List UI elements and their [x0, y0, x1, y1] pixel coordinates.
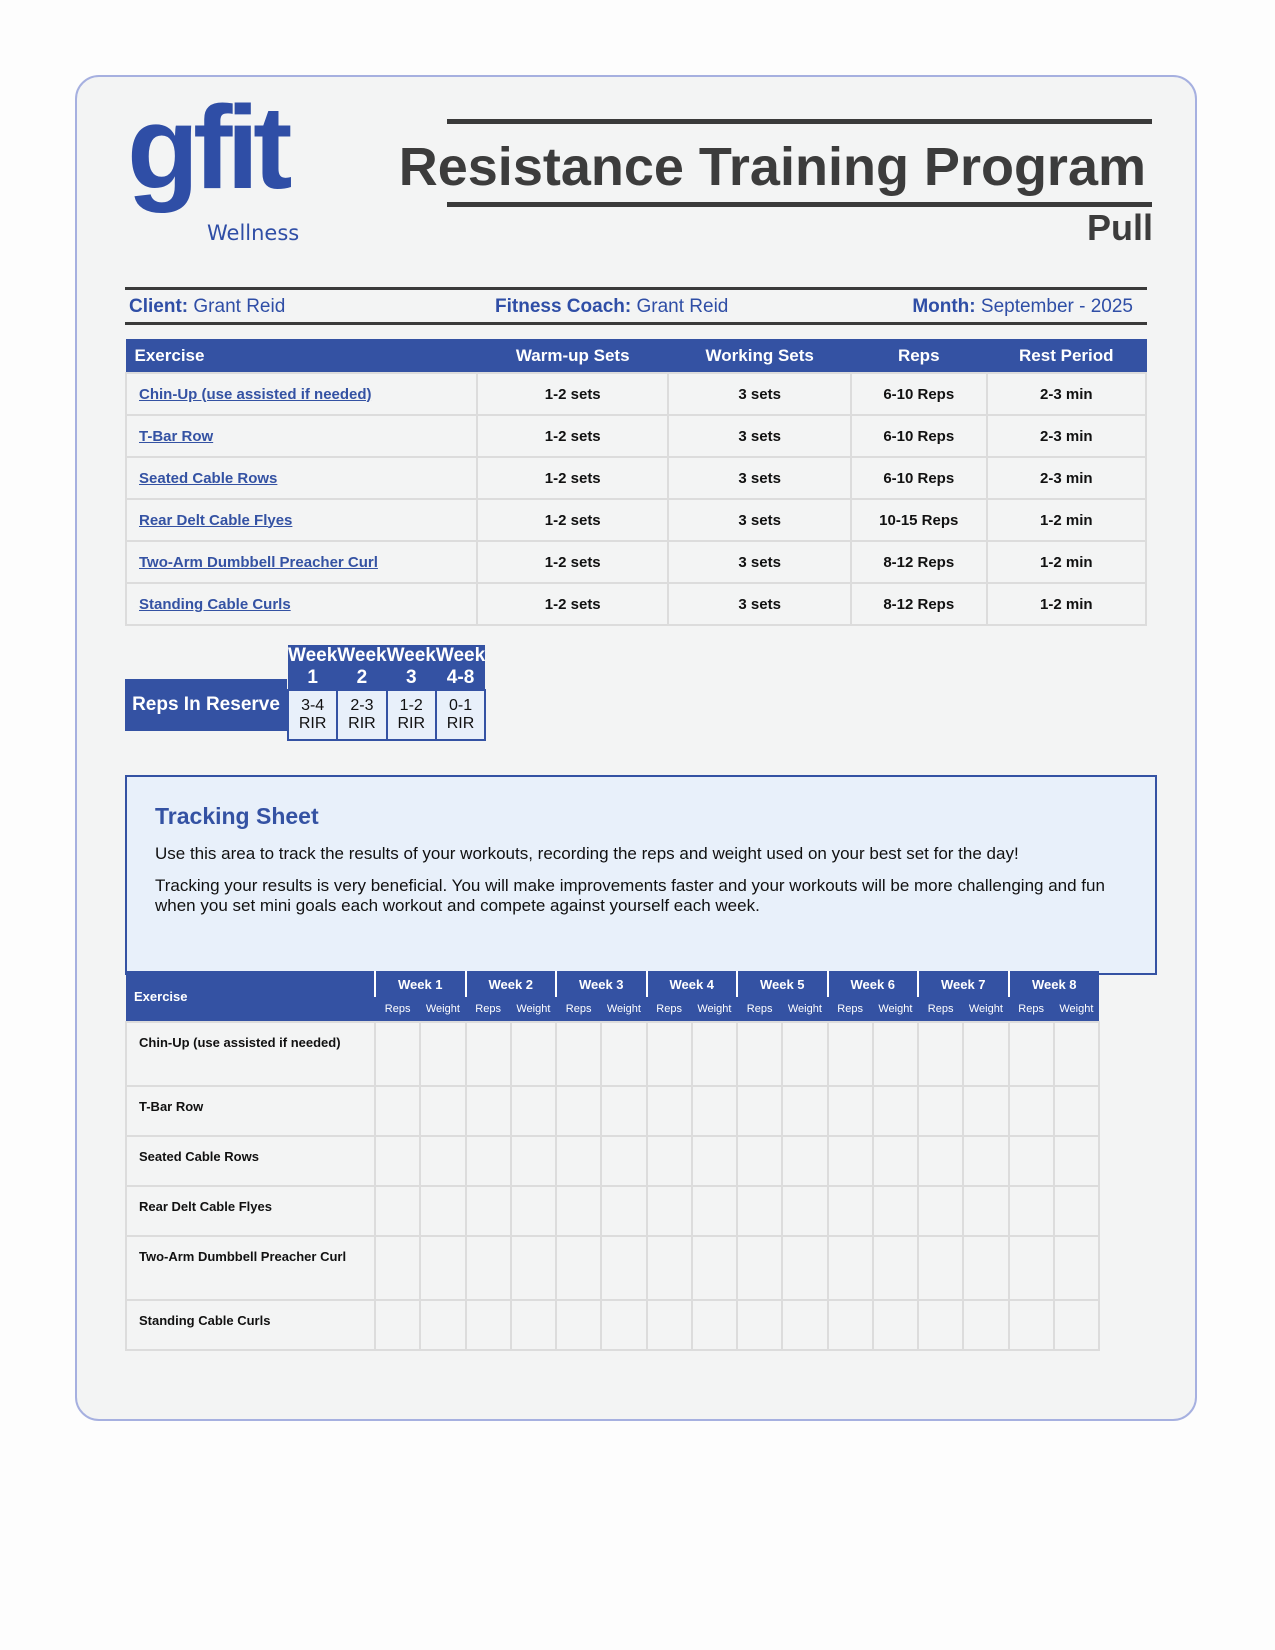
reps-entry-cell[interactable] [828, 1236, 873, 1300]
tracker-reps-header: Reps [375, 997, 420, 1022]
reps-entry-cell[interactable] [375, 1186, 420, 1236]
tracking-sheet-panel [125, 775, 1157, 975]
client-info-bar [125, 287, 1147, 325]
exercise-cell [126, 583, 477, 625]
tracking-grid [125, 971, 1099, 1351]
tracker-week-header: Week 6 [828, 971, 919, 997]
weight-entry-cell[interactable] [782, 1300, 827, 1350]
tracker-row [126, 1022, 1099, 1086]
tracker-reps-header: Reps [918, 997, 963, 1022]
tracker-reps-header: Reps [556, 997, 601, 1022]
reps-entry-cell[interactable] [918, 1086, 963, 1136]
reps-entry-cell[interactable] [556, 1186, 601, 1236]
col-reps: Reps [851, 340, 987, 374]
weight-entry-cell[interactable] [1054, 1236, 1099, 1300]
reps-entry-cell[interactable] [1009, 1236, 1054, 1300]
reps-entry-cell[interactable] [828, 1300, 873, 1350]
tracker-reps-header: Reps [1009, 997, 1054, 1022]
weight-entry-cell[interactable] [692, 1300, 737, 1350]
weight-entry-cell[interactable] [1054, 1186, 1099, 1236]
working-cell: 3 sets [668, 457, 851, 499]
tracker-reps-header: Reps [466, 997, 511, 1022]
weight-entry-cell[interactable] [420, 1186, 465, 1236]
tracker-row [126, 1086, 1099, 1136]
weight-entry-cell[interactable] [873, 1086, 918, 1136]
program-header-row [126, 340, 1146, 374]
weight-entry-cell[interactable] [601, 1236, 646, 1300]
exercise-cell [126, 499, 477, 541]
tracker-weight-header: Weight [963, 997, 1008, 1022]
weight-entry-cell[interactable] [420, 1300, 465, 1350]
reps-cell: 6-10 Reps [851, 373, 987, 415]
reps-entry-cell[interactable] [375, 1300, 420, 1350]
reps-entry-cell[interactable] [647, 1086, 692, 1136]
tracker-reps-header: Reps [737, 997, 782, 1022]
rest-cell: 1-2 min [987, 583, 1146, 625]
warmup-cell: 1-2 sets [477, 373, 668, 415]
exercise-link[interactable]: Rear Delt Cable Flyes [139, 511, 293, 529]
reps-entry-cell[interactable] [375, 1022, 420, 1086]
program-table [125, 339, 1147, 626]
client-value: Grant Reid [193, 296, 286, 317]
reps-entry-cell[interactable] [556, 1136, 601, 1186]
weight-entry-cell[interactable] [511, 1136, 556, 1186]
weight-entry-cell[interactable] [782, 1136, 827, 1186]
tracking-title: Tracking Sheet [155, 803, 319, 829]
weight-entry-cell[interactable] [963, 1186, 1008, 1236]
weight-entry-cell[interactable] [873, 1236, 918, 1300]
exercise-link[interactable]: Standing Cable Curls [139, 595, 291, 613]
weight-entry-cell[interactable] [963, 1300, 1008, 1350]
exercise-cell [126, 541, 477, 583]
reps-entry-cell[interactable] [466, 1022, 511, 1086]
reps-entry-cell[interactable] [1009, 1136, 1054, 1186]
tracking-instructions: Use this area to track the results of your workouts, recording the reps and weight used on your best set for the day! [155, 844, 1019, 863]
working-cell: 3 sets [668, 541, 851, 583]
reps-cell: 8-12 Reps [851, 583, 987, 625]
tracker-week-header: Week 3 [556, 971, 647, 997]
weight-entry-cell[interactable] [420, 1236, 465, 1300]
weight-entry-cell[interactable] [963, 1086, 1008, 1136]
reps-entry-cell[interactable] [647, 1022, 692, 1086]
weight-entry-cell[interactable] [420, 1136, 465, 1186]
warmup-cell: 1-2 sets [477, 457, 668, 499]
reps-entry-cell[interactable] [918, 1186, 963, 1236]
working-cell: 3 sets [668, 415, 851, 457]
rest-cell: 2-3 min [987, 457, 1146, 499]
table-row [126, 541, 1146, 583]
weight-entry-cell[interactable] [692, 1086, 737, 1136]
reps-entry-cell[interactable] [375, 1136, 420, 1186]
page-title: Resistance Training Program [398, 137, 1146, 197]
coach-label: Fitness Coach: [495, 296, 632, 317]
exercise-cell [126, 457, 477, 499]
reps-entry-cell[interactable] [737, 1022, 782, 1086]
reps-entry-cell[interactable] [828, 1086, 873, 1136]
working-cell: 3 sets [668, 373, 851, 415]
warmup-cell: 1-2 sets [477, 499, 668, 541]
reps-entry-cell[interactable] [556, 1300, 601, 1350]
table-row [126, 457, 1146, 499]
reps-entry-cell[interactable] [466, 1136, 511, 1186]
reps-entry-cell[interactable] [918, 1236, 963, 1300]
tracker-exercise-name: Seated Cable Rows [126, 1136, 375, 1186]
reps-cell: 8-12 Reps [851, 541, 987, 583]
tracker-weight-header: Weight [1054, 997, 1099, 1022]
reps-entry-cell[interactable] [737, 1300, 782, 1350]
rest-cell: 1-2 min [987, 541, 1146, 583]
rest-cell: 2-3 min [987, 415, 1146, 457]
exercise-cell [126, 373, 477, 415]
title-bar [398, 119, 1152, 207]
reps-entry-cell[interactable] [918, 1136, 963, 1186]
weight-entry-cell[interactable] [511, 1236, 556, 1300]
weight-entry-cell[interactable] [601, 1186, 646, 1236]
table-row [126, 583, 1146, 625]
reps-entry-cell[interactable] [466, 1186, 511, 1236]
client-label: Client: [129, 296, 189, 317]
tracker-exercise-name: T-Bar Row [126, 1086, 375, 1136]
client-info [129, 296, 285, 318]
weight-entry-cell[interactable] [782, 1186, 827, 1236]
reps-entry-cell[interactable] [918, 1022, 963, 1086]
reps-entry-cell[interactable] [828, 1022, 873, 1086]
weight-entry-cell[interactable] [782, 1022, 827, 1086]
tracker-row [126, 1136, 1099, 1186]
rest-cell: 1-2 min [987, 499, 1146, 541]
exercise-link[interactable]: Two-Arm Dumbbell Preacher Curl [139, 553, 378, 571]
reps-entry-cell[interactable] [737, 1186, 782, 1236]
weight-entry-cell[interactable] [420, 1086, 465, 1136]
weight-entry-cell[interactable] [601, 1136, 646, 1186]
reps-cell: 6-10 Reps [851, 457, 987, 499]
weight-entry-cell[interactable] [692, 1186, 737, 1236]
tracker-exercise-name: Two-Arm Dumbbell Preacher Curl [126, 1236, 375, 1300]
reps-entry-cell[interactable] [1009, 1022, 1054, 1086]
exercise-cell [126, 415, 477, 457]
weight-entry-cell[interactable] [873, 1186, 918, 1236]
reps-entry-cell[interactable] [1009, 1186, 1054, 1236]
coach-value: Grant Reid [636, 296, 729, 317]
weight-entry-cell[interactable] [963, 1022, 1008, 1086]
weight-entry-cell[interactable] [692, 1236, 737, 1300]
rir-week-header: Week 2 [337, 645, 387, 688]
logo-wordmark: gfit [127, 82, 287, 214]
reps-entry-cell[interactable] [647, 1300, 692, 1350]
weight-entry-cell[interactable] [692, 1022, 737, 1086]
tracker-row [126, 1300, 1099, 1350]
tracker-reps-header: Reps [828, 997, 873, 1022]
tracker-exercise-name: Chin-Up (use assisted if needed) [126, 1022, 375, 1086]
weight-entry-cell[interactable] [782, 1086, 827, 1136]
reps-entry-cell[interactable] [466, 1086, 511, 1136]
warmup-cell: 1-2 sets [477, 541, 668, 583]
rir-row-label: Reps In Reserve [125, 679, 287, 731]
weight-entry-cell[interactable] [782, 1236, 827, 1300]
reps-entry-cell[interactable] [737, 1236, 782, 1300]
reps-cell: 6-10 Reps [851, 415, 987, 457]
reps-entry-cell[interactable] [556, 1086, 601, 1136]
reps-entry-cell[interactable] [375, 1086, 420, 1136]
exercise-link[interactable]: Seated Cable Rows [139, 469, 278, 487]
reps-entry-cell[interactable] [647, 1136, 692, 1186]
rir-value: 0-1 RIR [436, 690, 485, 740]
month-value: September - 2025 [980, 296, 1133, 317]
month-info [912, 296, 1133, 318]
reps-entry-cell[interactable] [556, 1236, 601, 1300]
reps-entry-cell[interactable] [1009, 1086, 1054, 1136]
tracker-week-header: Week 4 [647, 971, 738, 997]
weight-entry-cell[interactable] [511, 1186, 556, 1236]
reps-entry-cell[interactable] [828, 1136, 873, 1186]
weight-entry-cell[interactable] [601, 1022, 646, 1086]
gfit-logo [127, 82, 307, 249]
weight-entry-cell[interactable] [511, 1300, 556, 1350]
rir-week-header: Week 1 [288, 645, 338, 688]
table-row [126, 415, 1146, 457]
rir-week-header: Week 3 [386, 645, 436, 688]
tracker-weight-header: Weight [873, 997, 918, 1022]
weight-entry-cell[interactable] [1054, 1300, 1099, 1350]
tracker-exercise-name: Rear Delt Cable Flyes [126, 1186, 375, 1236]
tracker-week-header: Week 5 [737, 971, 828, 997]
weight-entry-cell[interactable] [1054, 1022, 1099, 1086]
reps-entry-cell[interactable] [556, 1022, 601, 1086]
rir-value: 3-4 RIR [288, 690, 337, 740]
weight-entry-cell[interactable] [692, 1136, 737, 1186]
exercise-link[interactable]: T-Bar Row [139, 427, 214, 445]
rir-value: 2-3 RIR [337, 690, 386, 740]
page-subtitle: Pull [1086, 207, 1153, 248]
reps-cell: 10-15 Reps [851, 499, 987, 541]
weight-entry-cell[interactable] [601, 1300, 646, 1350]
weight-entry-cell[interactable] [873, 1300, 918, 1350]
weight-entry-cell[interactable] [511, 1086, 556, 1136]
col-working-sets: Working Sets [668, 340, 851, 374]
tracker-row [126, 1236, 1099, 1300]
reps-entry-cell[interactable] [466, 1236, 511, 1300]
working-cell: 3 sets [668, 583, 851, 625]
tracking-benefits: Tracking your results is very beneficial. You will make improvements faster and your workouts will be more challenging and fun when you set mini goals each workout and compete against yourself each week. [155, 876, 1105, 915]
weight-entry-cell[interactable] [873, 1022, 918, 1086]
rest-cell: 2-3 min [987, 373, 1146, 415]
col-rest-period: Rest Period [987, 340, 1146, 374]
table-row [126, 499, 1146, 541]
reps-entry-cell[interactable] [737, 1136, 782, 1186]
coach-info [495, 296, 728, 318]
reps-entry-cell[interactable] [737, 1086, 782, 1136]
tracker-exercise-name: Standing Cable Curls [126, 1300, 375, 1350]
reps-entry-cell[interactable] [918, 1300, 963, 1350]
col-exercise: Exercise [126, 340, 477, 374]
table-row [126, 373, 1146, 415]
weight-entry-cell[interactable] [873, 1136, 918, 1186]
reps-entry-cell[interactable] [375, 1236, 420, 1300]
weight-entry-cell[interactable] [963, 1136, 1008, 1186]
tracker-weight-header: Weight [420, 997, 465, 1022]
reps-entry-cell[interactable] [647, 1186, 692, 1236]
tracker-week-header: Week 8 [1009, 971, 1100, 997]
tracker-weight-header: Weight [692, 997, 737, 1022]
tracker-week-header: Week 1 [375, 971, 466, 997]
tracker-weight-header: Weight [601, 997, 646, 1022]
warmup-cell: 1-2 sets [477, 583, 668, 625]
tracker-weight-header: Weight [782, 997, 827, 1022]
tracker-exercise-header: Exercise [126, 971, 375, 1022]
tracker-weight-header: Weight [511, 997, 556, 1022]
weight-entry-cell[interactable] [1054, 1086, 1099, 1136]
reps-entry-cell[interactable] [828, 1186, 873, 1236]
rir-week-header: Week 4-8 [435, 645, 486, 688]
warmup-cell: 1-2 sets [477, 415, 668, 457]
page-card [75, 75, 1197, 1421]
reps-entry-cell[interactable] [647, 1236, 692, 1300]
tracker-row [126, 1186, 1099, 1236]
reps-entry-cell[interactable] [1009, 1300, 1054, 1350]
weight-entry-cell[interactable] [963, 1236, 1008, 1300]
tracker-week-header: Week 2 [466, 971, 557, 997]
working-cell: 3 sets [668, 499, 851, 541]
month-label: Month: [912, 296, 976, 317]
col-warmup-sets: Warm-up Sets [477, 340, 668, 374]
tracker-reps-header: Reps [647, 997, 692, 1022]
weight-entry-cell[interactable] [511, 1022, 556, 1086]
tracker-week-header: Week 7 [918, 971, 1009, 997]
weight-entry-cell[interactable] [601, 1086, 646, 1136]
reps-entry-cell[interactable] [466, 1300, 511, 1350]
exercise-link[interactable]: Chin-Up (use assisted if needed) [139, 385, 372, 403]
rir-value: 1-2 RIR [387, 690, 436, 740]
weight-entry-cell[interactable] [1054, 1136, 1099, 1186]
weight-entry-cell[interactable] [420, 1022, 465, 1086]
logo-tagline: Wellness [207, 221, 300, 245]
